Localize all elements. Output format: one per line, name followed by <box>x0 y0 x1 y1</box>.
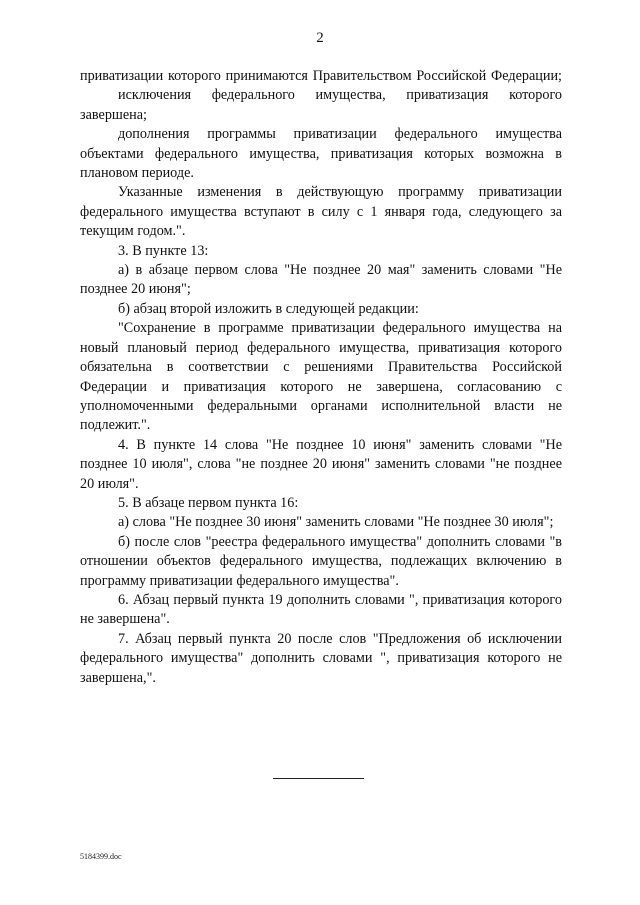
paragraph-item-4: 4. В пункте 14 слова "Не позднее 10 июня" заменить словами "Не позднее 10 июля", слова "не позднее 20 июня" заменить словами "не позднее 20 июля". <box>80 436 562 492</box>
paragraph-item-5: 5. В абзаце первом пункта 16: <box>118 494 299 511</box>
end-separator-line <box>273 778 364 779</box>
paragraph-addition: дополнения программы приватизации федерального имущества объектами федерального имущества, приватизация которых возможна в плановом периоде. <box>80 126 562 182</box>
document-code: 5184399.doc <box>80 852 122 861</box>
paragraph-item-3a: а) в абзаце первом слова "Не позднее 20 мая" заменить словами "Не позднее 20 июня"; <box>80 262 562 298</box>
paragraph-quoted-text: "Сохранение в программе приватизации федерального имущества на новый плановый период федерального имущества, приватизация которого обязательна в соответствии с решениями Правительства Российской Федерации и приватизация которого не завершена, согласованию с уполномоченными федеральными органами исполнительной власти не подлежит.". <box>80 320 562 434</box>
paragraph-continuation: приватизации которого принимаются Правительством Российской Федерации; <box>80 68 562 84</box>
paragraph-exclusion: исключения федерального имущества, приватизация которого завершена; <box>80 87 562 123</box>
paragraph-item-3: 3. В пункте 13: <box>118 242 209 259</box>
paragraph-effective-date: Указанные изменения в действующую программу приватизации федерального имущества вступают в силу с 1 января года, следующего за текущим годом.". <box>80 184 562 240</box>
paragraph-item-5a: а) слова "Не позднее 30 июня" заменить словами "Не позднее 30 июля"; <box>118 514 554 531</box>
document-body <box>80 67 562 688</box>
paragraph-item-7: 7. Абзац первый пункта 20 после слов "Предложения об исключении федерального имущества" дополнить словами ", приватизация которого не завершена,". <box>80 630 562 686</box>
page-number: 2 <box>316 30 324 46</box>
paragraph-item-5b: б) после слов "реестра федерального имущества" дополнить словами "в отношении объектов федерального имущества, подлежащих включению в программу приватизации федерального имущества". <box>80 533 562 589</box>
paragraph-item-6: 6. Абзац первый пункта 19 дополнить словами ", приватизация которого не завершена". <box>80 591 562 628</box>
paragraph-item-3b: б) абзац второй изложить в следующей редакции: <box>118 300 419 317</box>
